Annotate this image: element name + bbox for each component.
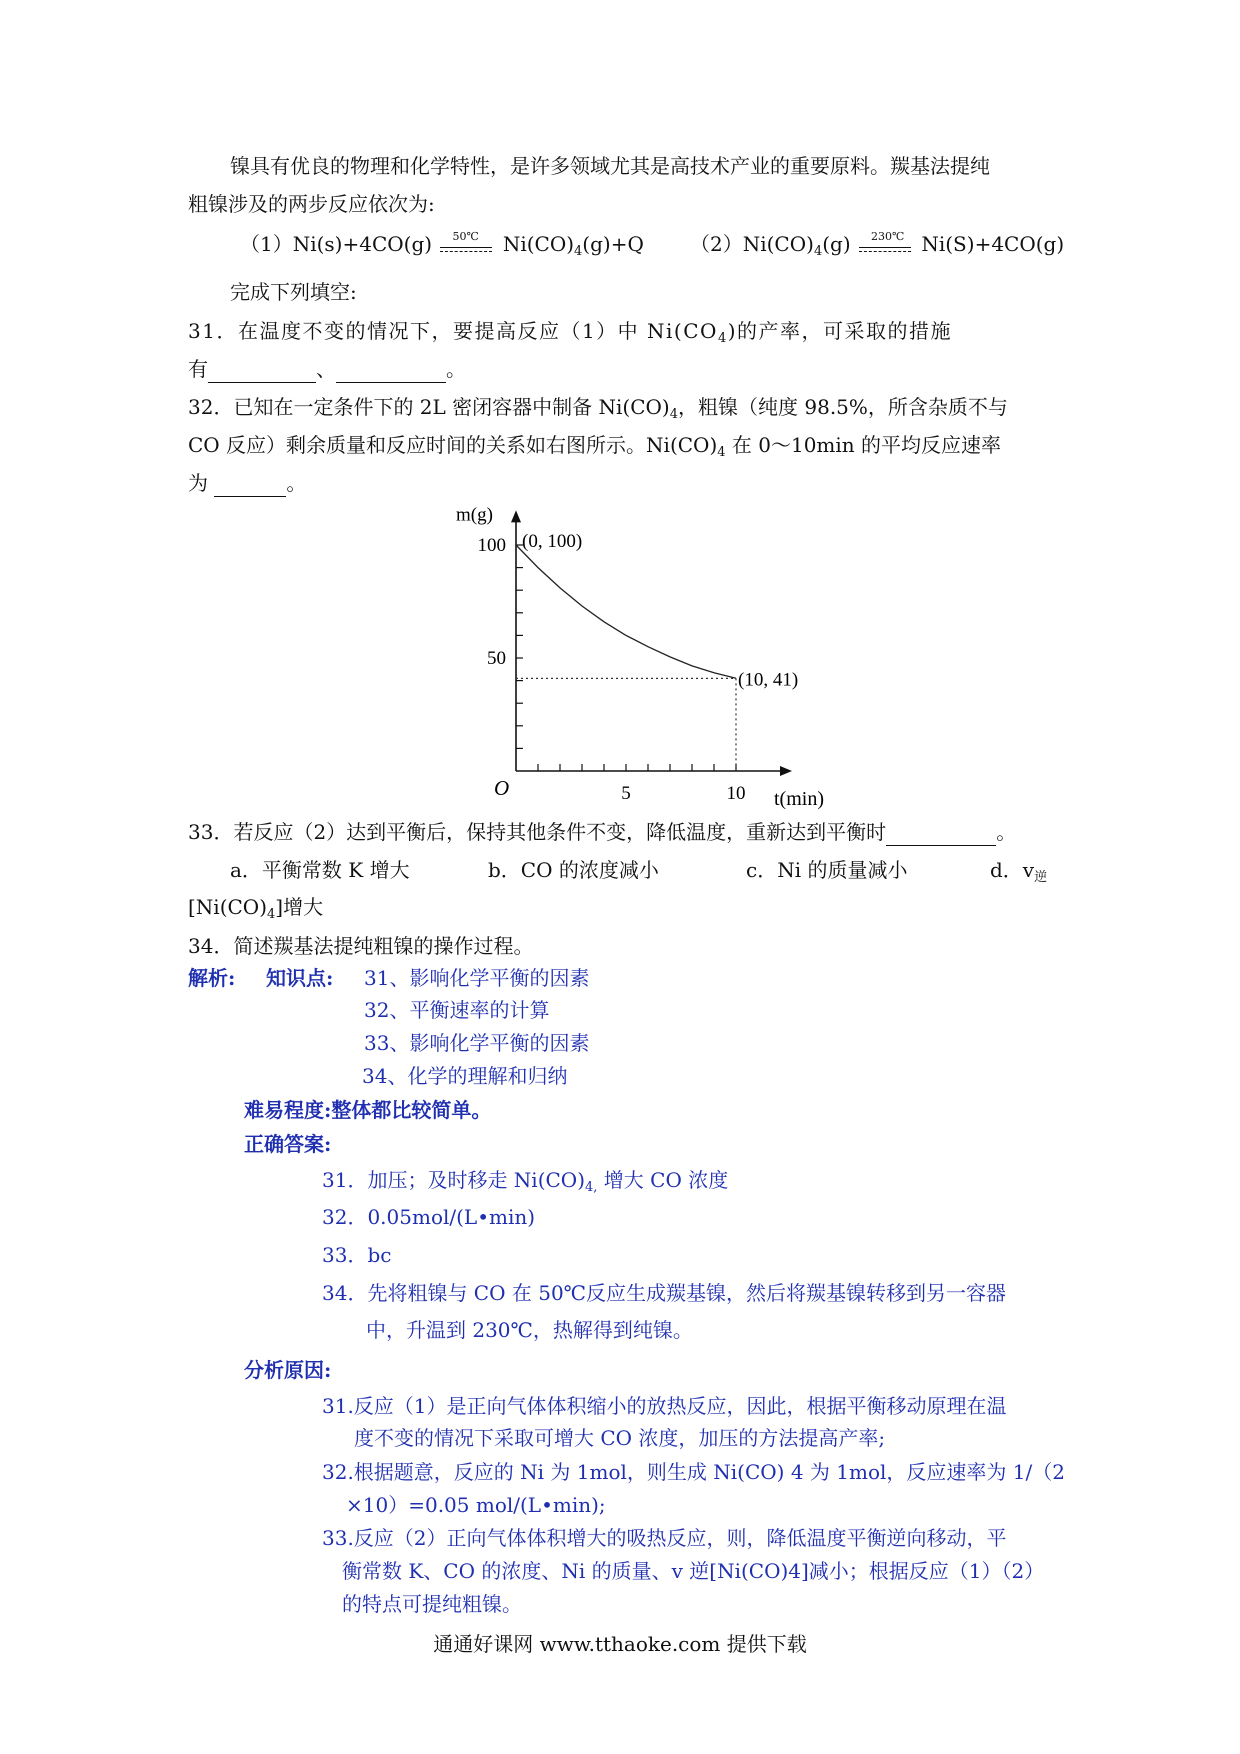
intro-line-2: 粗镍涉及的两步反应依次为: <box>188 192 435 216</box>
x-axis-arrow-icon <box>780 766 792 776</box>
mass-curve <box>516 545 736 678</box>
answer-blank-32[interactable] <box>214 476 286 497</box>
reason-33-line-3: 的特点可提纯粗镍。 <box>342 1592 522 1616</box>
reaction-1 <box>240 230 644 266</box>
question-31-line-1 <box>188 317 952 353</box>
reason-33-line-2: 衡常数 K、CO 的浓度、Ni 的质量、v 逆[Ni(CO)4]减小；根据反应（1）（2） <box>342 1559 1045 1583</box>
reaction-1-sub: 4 <box>574 244 583 259</box>
q33-option-d-label: d．v <box>990 858 1035 882</box>
q31-text-b: )的产率，可采取的措施 <box>727 319 953 343</box>
q33-text: 33．若反应（2）达到平衡后，保持其他条件不变，降低温度，重新达到平衡时 <box>188 820 887 844</box>
q33-option-d-cont-end: ]增大 <box>275 895 324 919</box>
q31-text-c: 有 <box>188 357 208 381</box>
answer-31-sub: 4, <box>585 1180 598 1195</box>
difficulty-value: 整体都比较简单。 <box>331 1098 492 1122</box>
reaction-2-reactant: （2）Ni(CO) <box>690 232 814 256</box>
answer-33: 33．bc <box>322 1243 392 1267</box>
knowledge-point-33: 33、影响化学平衡的因素 <box>364 1031 590 1055</box>
q33-option-c: c．Ni 的质量减小 <box>746 858 908 882</box>
reversible-arrow-icon <box>857 229 915 256</box>
question-32-line-2 <box>188 431 1001 467</box>
q32-line1-b: ，粗镍（纯度 98.5%，所含杂质不与 <box>678 395 1008 419</box>
q31-sub: 4 <box>717 331 728 346</box>
answer-32: 32．0.05mol/(L•min) <box>322 1205 536 1229</box>
q31-text-a: 31．在温度不变的情况下，要提高反应（1）中 Ni(CO <box>188 319 718 343</box>
question-31-line-2 <box>188 355 466 383</box>
reaction-1-condition: 50℃ <box>452 229 479 243</box>
knowledge-point-label: 知识点: <box>266 966 334 990</box>
reversible-arrow-icon <box>438 229 496 256</box>
reason-label: 分析原因: <box>244 1358 332 1382</box>
y-axis-arrow-icon <box>511 510 521 522</box>
q33-option-a: a．平衡常数 K 增大 <box>230 858 410 882</box>
reason-32-line-1: 32.根据题意，反应的 Ni 为 1mol，则生成 Ni(CO) 4 为 1mol，反应速率为 1/（2 <box>322 1460 1065 1484</box>
origin-label: O <box>494 776 510 800</box>
reaction-2-product: Ni(S)+4CO(g) <box>921 232 1065 256</box>
reaction-2-sub: 4 <box>813 244 823 259</box>
instruction: 完成下列填空: <box>230 280 357 304</box>
answer-31-end: 增大 CO 浓度 <box>597 1168 729 1192</box>
answer-blank-31a[interactable] <box>208 362 316 383</box>
reaction-2-state: (g) <box>822 232 851 256</box>
answer-31 <box>322 1166 728 1202</box>
knowledge-point-32: 32、平衡速率的计算 <box>364 998 550 1022</box>
reason-31-line-1: 31.反应（1）是正向气体体积缩小的放热反应，因此，根据平衡移动原理在温 <box>322 1394 1007 1418</box>
reaction-2-condition: 230℃ <box>871 229 905 243</box>
q33-option-b: b．CO 的浓度减小 <box>488 858 659 882</box>
y-tick-label: 100 <box>477 535 506 556</box>
q33-option-d-cont-sub: 4 <box>267 907 276 922</box>
intro-line-1: 镍具有优良的物理和化学特性，是许多领域尤其是高技术产业的重要原料。羰基法提纯 <box>230 154 990 178</box>
analysis-label: 解析: <box>188 966 236 990</box>
reason-33-line-1: 33.反应（2）正向气体体积增大的吸热反应，则，降低温度平衡逆向移动，平 <box>322 1526 1007 1550</box>
y-tick-label: 50 <box>487 648 506 669</box>
x-tick-label: 5 <box>621 783 631 804</box>
q33-option-d-cont <box>188 893 323 929</box>
point-label-end: (10, 41) <box>738 669 799 691</box>
q32-line2-b: 在 0～10min 的平均反应速率 <box>725 433 1002 457</box>
question-33 <box>188 818 1016 846</box>
reaction-1-tail: (g)+Q <box>582 232 644 256</box>
difficulty <box>244 1096 491 1124</box>
answer-blank-31b[interactable] <box>336 362 446 383</box>
footer: 通通好课网 www.tthaoke.com 提供下载 <box>433 1632 807 1656</box>
question-34: 34．简述羰基法提纯粗镍的操作过程。 <box>188 934 534 958</box>
q32-line3-b: 。 <box>286 471 307 495</box>
x-axis-label: t(min) <box>774 788 824 810</box>
q32-line2-a: CO 反应）剩余质量和反应时间的关系如右图所示。Ni(CO) <box>188 433 718 457</box>
reaction-1-product: Ni(CO) <box>502 232 575 256</box>
reaction-2 <box>690 230 1064 266</box>
q33-option-d-sub: 逆 <box>1034 870 1048 885</box>
q31-sep: 、 <box>316 357 336 381</box>
reaction-1-reactants: （1）Ni(s)+4CO(g) <box>240 232 433 256</box>
answer-34-line-1: 34．先将粗镍与 CO 在 50℃反应生成羰基镍，然后将羰基镍转移到另一容器 <box>322 1281 1007 1305</box>
difficulty-label: 难易程度: <box>244 1098 332 1122</box>
answer-label: 正确答案: <box>244 1132 332 1156</box>
question-32-line-3 <box>188 469 306 497</box>
q32-line1-sub: 4 <box>669 407 679 422</box>
q33-option-d-cont-a: [Ni(CO) <box>188 895 268 919</box>
q31-end: 。 <box>446 357 466 381</box>
question-32-line-1 <box>188 393 1008 429</box>
q33-option-d <box>990 856 1047 892</box>
point-label-start: (0, 100) <box>522 531 583 552</box>
y-axis-label: m(g) <box>456 504 493 526</box>
q33-end: 。 <box>996 820 1017 844</box>
answer-34-line-2: 中，升温到 230℃，热解得到纯镍。 <box>366 1318 693 1342</box>
mass-time-chart <box>430 488 824 810</box>
knowledge-point-31: 31、影响化学平衡的因素 <box>364 966 590 990</box>
knowledge-point-34: 34、化学的理解和归纳 <box>362 1064 568 1088</box>
answer-31-text: 31．加压；及时移走 Ni(CO) <box>322 1168 586 1192</box>
q32-line2-sub: 4 <box>717 445 726 460</box>
x-tick-label: 10 <box>726 783 746 804</box>
reason-32-line-2: ×10）=0.05 mol/(L•min); <box>346 1493 606 1517</box>
q32-line3-a: 为 <box>188 471 208 495</box>
q32-line1: 32．已知在一定条件下的 2L 密闭容器中制备 Ni(CO) <box>188 395 670 419</box>
reason-31-line-2: 度不变的情况下采取可增大 CO 浓度，加压的方法提高产率; <box>354 1426 886 1450</box>
answer-blank-33[interactable] <box>886 825 996 846</box>
